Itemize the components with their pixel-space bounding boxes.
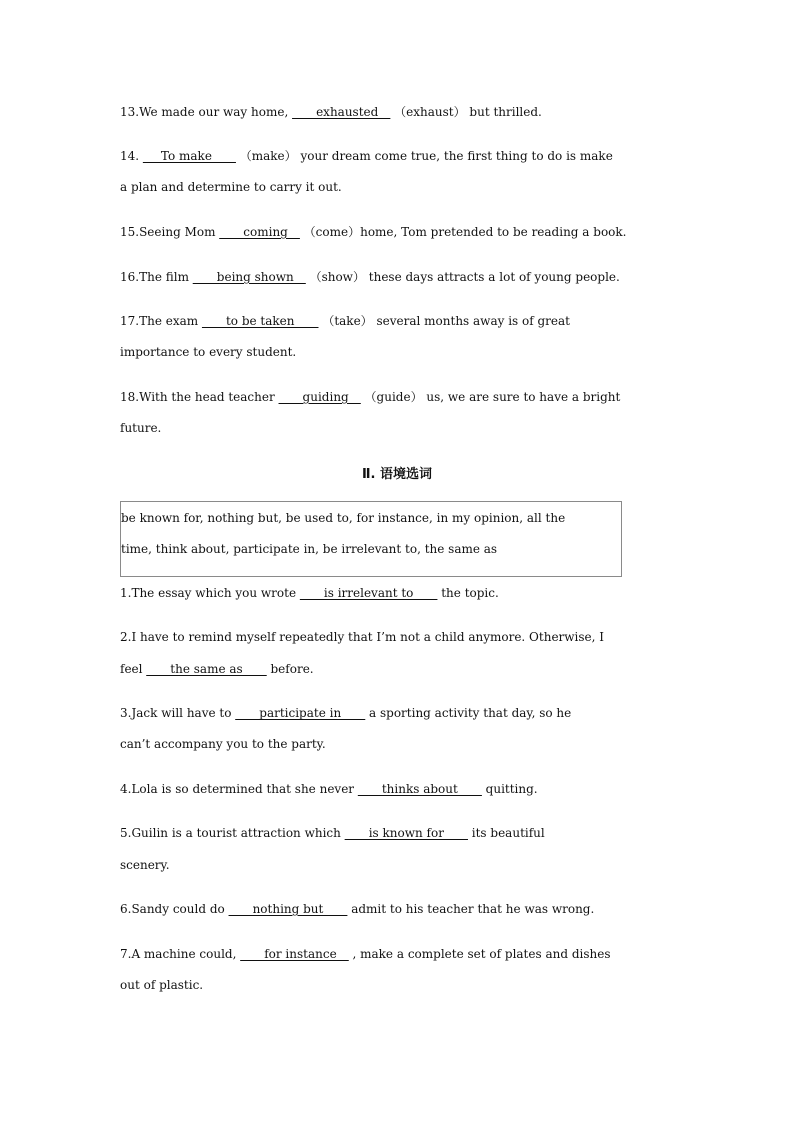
question-text: （guide） us, we are sure to have a bright <box>360 390 621 404</box>
question-text: before. <box>266 662 314 676</box>
question-text: 16.The film <box>120 270 193 284</box>
question-text: 18.With the head teacher <box>120 390 279 404</box>
answer-blank: ____guiding__ <box>278 390 361 404</box>
answer-blank: ____exhausted__ <box>292 105 391 119</box>
question-text: 1.The essay which you wrote <box>120 586 300 600</box>
word-bank-box <box>120 501 622 577</box>
answer-blank: ____is known for____ <box>344 826 468 840</box>
question-text: importance to every student. <box>120 345 297 359</box>
question-text: scenery. <box>120 858 170 872</box>
question-text: 5.Guilin is a tourist attraction which <box>120 826 345 840</box>
question-text: （come）home, Tom pretended to be reading a book. <box>299 225 627 239</box>
question-16-line <box>120 268 676 286</box>
answer-blank: ____for instance__ <box>240 947 349 961</box>
question-text: 15.Seeing Mom <box>120 225 220 239</box>
question-5-line <box>120 856 676 874</box>
question-text: admit to his teacher that he was wrong. <box>347 902 595 916</box>
question-text: （show） these days attracts a lot of young people. <box>305 270 620 284</box>
question-3-line <box>120 735 676 753</box>
question-text: 2.I have to remind myself repeatedly that I’m not a child anymore. Otherwise, I <box>120 630 605 644</box>
answer-blank: ____to be taken____ <box>201 314 319 328</box>
question-text: out of plastic. <box>120 978 204 992</box>
question-14-line <box>120 147 676 165</box>
answer-blank: ____participate in____ <box>235 706 366 720</box>
question-text: its beautiful <box>467 826 545 840</box>
question-13-line <box>120 103 676 121</box>
word-bank-line: be known for, nothing but, be used to, for instance, in my opinion, all the <box>121 511 566 525</box>
question-text: 7.A machine could, <box>120 947 241 961</box>
question-5-line <box>120 824 676 842</box>
question-text: a plan and determine to carry it out. <box>120 180 342 194</box>
answer-blank: ___To make____ <box>142 149 236 163</box>
question-6-line <box>120 900 676 918</box>
question-text: （take） several months away is of great <box>318 314 570 328</box>
question-7-line <box>120 945 676 963</box>
question-text: feel <box>120 662 147 676</box>
question-text: 4.Lola is so determined that she never <box>120 782 358 796</box>
question-17-line <box>120 343 676 361</box>
question-text: quitting. <box>481 782 538 796</box>
section-title: Ⅱ. 语境选词 <box>361 467 433 482</box>
question-15-line <box>120 223 676 241</box>
question-text: 14. <box>120 149 143 163</box>
question-18-line <box>120 388 676 406</box>
question-18-line <box>120 419 676 437</box>
question-text: 3.Jack will have to <box>120 706 236 720</box>
answer-blank: ____being shown__ <box>192 270 306 284</box>
answer-blank: ____is irrelevant to____ <box>299 586 438 600</box>
question-text: the topic. <box>437 586 499 600</box>
question-text: a sporting activity that day, so he <box>365 706 572 720</box>
question-17-line <box>120 312 676 330</box>
question-text: , make a complete set of plates and dishes <box>348 947 611 961</box>
question-text: 6.Sandy could do <box>120 902 229 916</box>
answer-blank: ____nothing but____ <box>228 902 348 916</box>
question-7-line <box>120 976 676 994</box>
question-text: future. <box>120 421 162 435</box>
question-1-line <box>120 584 676 602</box>
answer-blank: ____coming__ <box>219 225 300 239</box>
question-3-line <box>120 704 676 722</box>
question-2-line <box>120 628 676 646</box>
answer-blank: ____thinks about____ <box>357 782 482 796</box>
question-text: （make） your dream come true, the first thing to do is make <box>235 149 613 163</box>
answer-blank: ____the same as____ <box>146 662 267 676</box>
word-bank-line: time, think about, participate in, be irrelevant to, the same as <box>121 542 498 556</box>
question-text: 13.We made our way home, <box>120 105 293 119</box>
question-2-line <box>120 660 676 678</box>
question-text: （exhaust） but thrilled. <box>390 105 542 119</box>
question-4-line <box>120 780 676 798</box>
question-text: can’t accompany you to the party. <box>120 737 326 751</box>
question-14-line <box>120 178 676 196</box>
question-text: 17.The exam <box>120 314 202 328</box>
